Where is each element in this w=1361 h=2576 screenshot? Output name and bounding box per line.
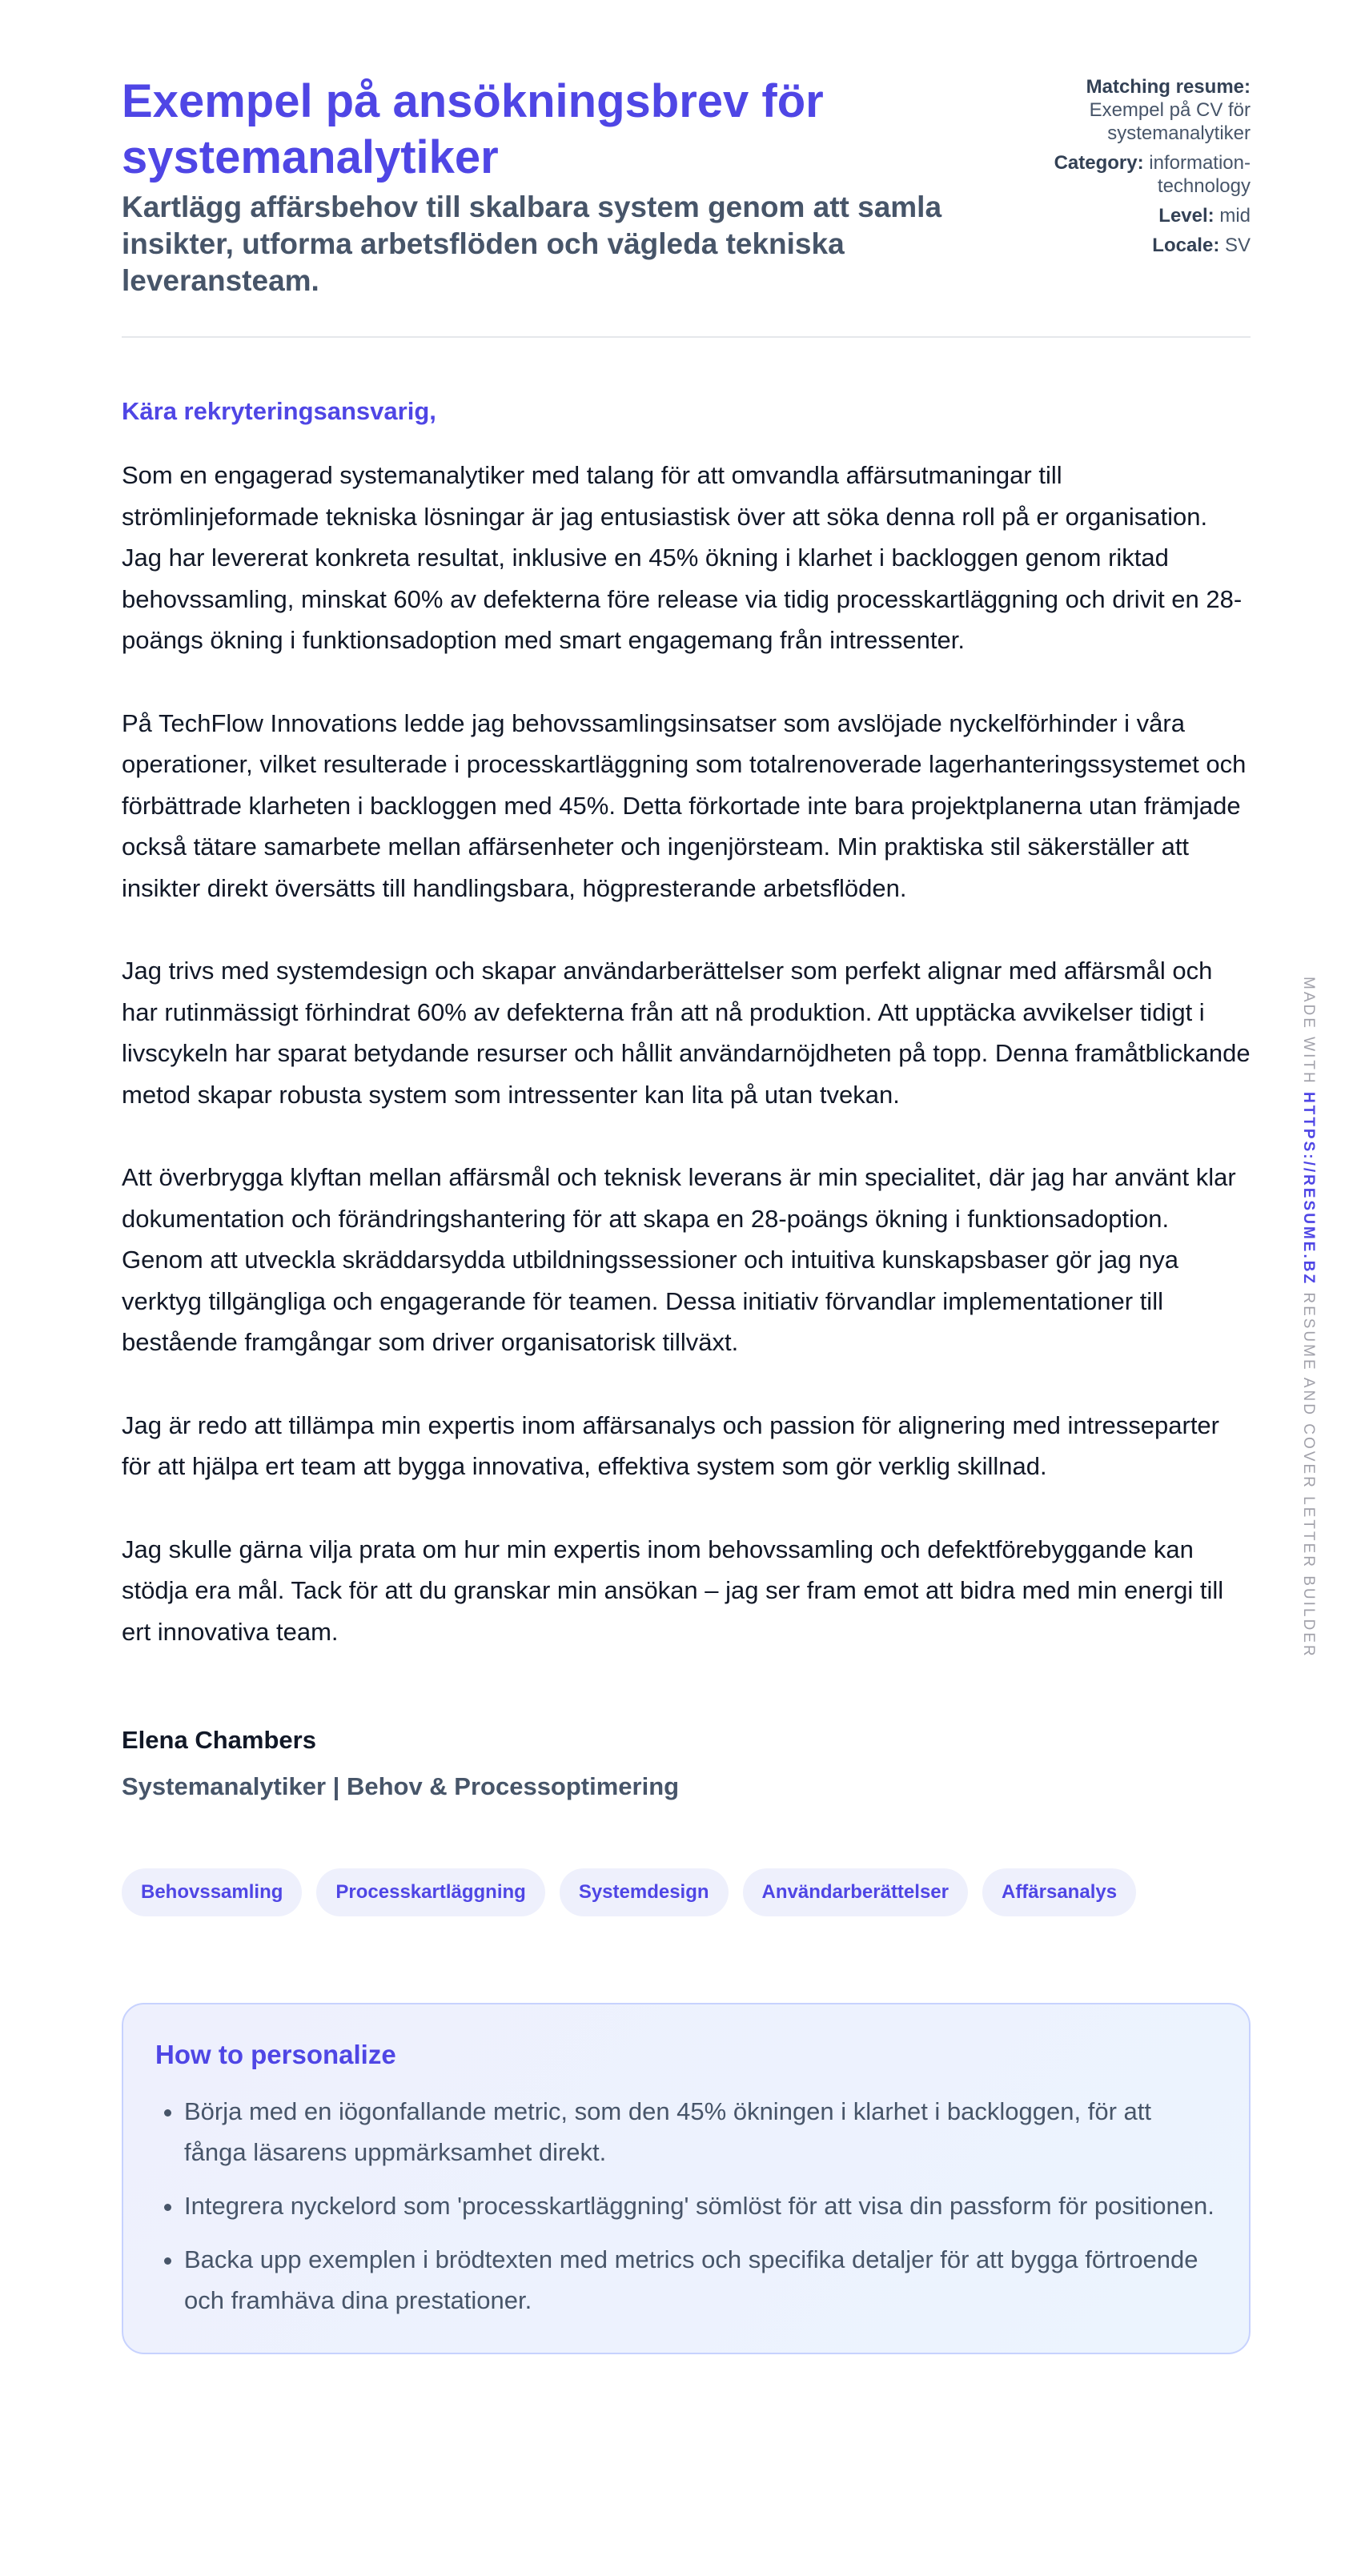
- page-subtitle: Kartlägg affärsbehov till skalbara system genom att samla insikter, utforma arbetsflöden och vägleda tekniska leveransteam.: [122, 191, 942, 297]
- header: [122, 74, 1251, 299]
- meta-value-category: information-technology: [1149, 152, 1251, 197]
- letter-paragraph: Jag trivs med systemdesign och skapar användarberättelser som perfekt alignar med affärsmål och har rutinmässigt förhindrat 60% av defekterna från att nå produktion. Att upptäcka avvikelser tidigt i livscykeln har sparat betydande resurser och hållit användarnöjdheten på topp. Denna framåtblickande metod skapar robusta system som intressenter kan lita på utan tvekan.: [122, 957, 1251, 1109]
- letter-paragraph: Att överbrygga klyftan mellan affärsmål och teknisk leverans är min specialitet, där jag har använt klar dokumentation och förändringshantering för att skapa en 28-poängs ökning i funktionsadoption. Genom att utveckla skräddarsydda utbildningssessioner och intuitiva kunskapsbaser gör jag nya verktyg tillgängliga och engagerande för teamen. Dessa initiativ förvandlar implementationer till bestående framgångar som driver organisatorisk tillväxt.: [122, 1163, 1236, 1356]
- skill-tag: Affärsanalys: [982, 1868, 1136, 1916]
- meta-value-resume: Exempel på CV för systemanalytiker: [1089, 99, 1251, 144]
- meta-value-level: mid: [1219, 205, 1251, 227]
- personalize-tip: • Börja med en iögonfallande metric, som den 45% ökningen i klarhet i backloggen, för att fånga läsarens uppmärksamhet direkt.: [184, 2091, 1217, 2173]
- skill-tags: [122, 1868, 1251, 1916]
- header-divider: [122, 336, 1251, 338]
- credit-suffix: RESUME AND COVER LETTER BUILDER: [1300, 1292, 1317, 1659]
- letter-paragraph: Jag är redo att tillämpa min expertis inom affärsanalys och passion för alignering med intresseparter för att hjälpa ert team att bygga innovativa, effektiva system som gör verklig skillnad.: [122, 1410, 1219, 1480]
- signature-block: [122, 1724, 1251, 1803]
- signature-role: Systemanalytiker | Behov & Processoptimering: [122, 1772, 680, 1800]
- header-left: [122, 74, 962, 299]
- personalize-tip: • Backa upp exemplen i brödtexten med metrics och specifika detaljer för att bygga förtroende och framhäva dina prestationer.: [184, 2239, 1217, 2321]
- credit-prefix: MADE WITH: [1300, 977, 1317, 1085]
- personalize-tip: • Integrera nyckelord som 'processkartläggning' sömlöst för att visa din passform för positionen.: [184, 2185, 1217, 2226]
- meta-key-category: Category:: [1054, 152, 1144, 174]
- side-credit: [1299, 977, 1317, 1659]
- letter-paragraph: Som en engagerad systemanalytiker med talang för att omvandla affärsutmaningar till strömlinjeformade tekniska lösningar är jag entusiastisk över att söka denna roll på er organisation. Jag har levererat konkreta resultat, inklusive en 45% ökning i klarhet i backloggen genom riktad behovssamling, minskat 60% av defekterna före release via tidig processkartläggning och drivit en 28-poängs ökning i funktionsadoption med smart engagemang från intressenter.: [122, 461, 1243, 654]
- page-title: Exempel på ansökningsbrev för systemanalytiker: [122, 75, 824, 183]
- meta-key-level: Level:: [1158, 205, 1214, 227]
- personalize-title: How to personalize: [155, 2040, 396, 2069]
- meta-matching-resume: [1010, 75, 1251, 145]
- skill-tag: Processkartläggning: [316, 1868, 544, 1916]
- meta-key-resume: Matching resume:: [1086, 76, 1251, 98]
- letter-paragraph: På TechFlow Innovations ledde jag behovssamlingsinsatser som avslöjade nyckelförhinder i våra operationer, vilket resulterade i processkartläggning som totalrenoverade lagerhanteringssystemet och förbättrade klarheten i backloggen med 45%. Detta förkortade inte bara projektplanerna utan främjade också tätare samarbete mellan affärsenheter och ingenjörsteam. Min praktiska stil säkerställer att insikter direkt översätts till handlingsbara, högpresterande arbetsflöden.: [122, 708, 1247, 902]
- skill-tag: Systemdesign: [560, 1868, 729, 1916]
- cover-letter-page: [122, 74, 1251, 2354]
- skill-tag: Behovssamling: [122, 1868, 302, 1916]
- meta-locale: [1010, 234, 1251, 257]
- salutation: Kära rekryteringsansvarig,: [122, 397, 436, 425]
- personalize-list: [155, 2091, 1217, 2321]
- meta-value-locale: SV: [1224, 235, 1251, 256]
- skill-tag: Användarberättelser: [743, 1868, 968, 1916]
- letter-paragraph: Jag skulle gärna vilja prata om hur min expertis inom behovssamling och defektförebyggande kan stödja era mål. Tack för att du granskar min ansökan – jag ser fram emot att bidra med min energi till ert innovativa team.: [122, 1535, 1224, 1646]
- signature-name: Elena Chambers: [122, 1726, 316, 1754]
- letter-body: [122, 455, 1251, 1652]
- personalize-box: [122, 2003, 1251, 2354]
- meta-level: [1010, 204, 1251, 227]
- meta-panel: [1010, 75, 1251, 263]
- credit-link[interactable]: HTTPS://RESUME.BZ: [1300, 1092, 1317, 1286]
- meta-key-locale: Locale:: [1152, 235, 1220, 256]
- meta-category: [1010, 151, 1251, 198]
